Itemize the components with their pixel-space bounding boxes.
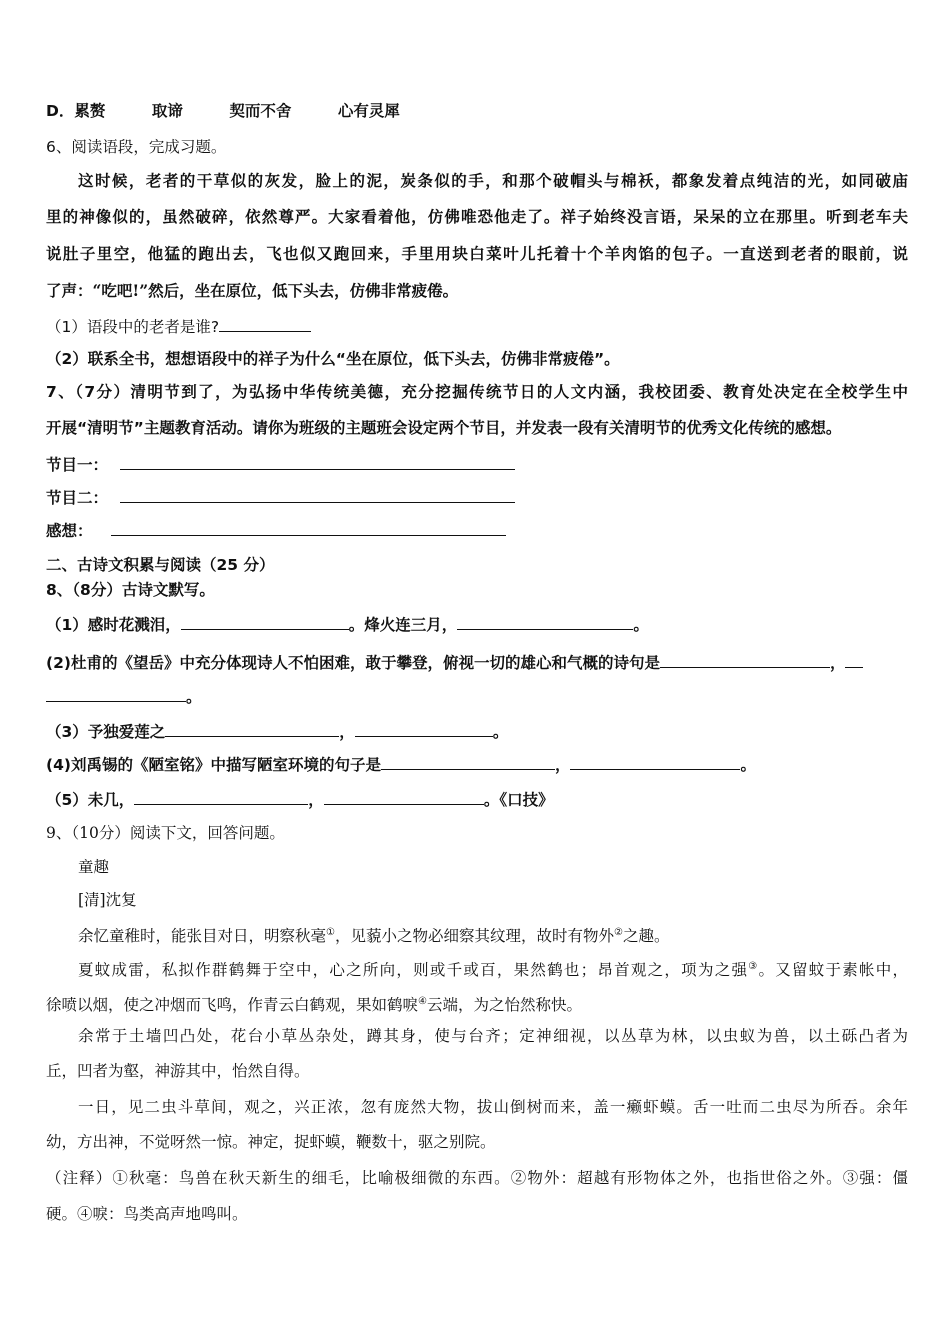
footnote-marker: ① xyxy=(326,927,335,938)
q6-passage-line: 这时候，老者的干草似的灰发，脸上的泥，炭条似的手，和那个破帽头与棉袄，都象发着点纯洁的光，如同破庙 xyxy=(78,171,908,190)
article-paragraph xyxy=(78,957,908,980)
q8-s2-text: (2)杜甫的《望岳》中充分体现诗人不怕困难，敢于攀登，俯视一切的雄心和气概的诗句是 xyxy=(46,654,660,672)
annotation-note: （注释）①秋毫：鸟兽在秋天新生的细毛，比喻极细微的东西。②物外：超越有形物体之外，也指世俗之外。③强：僵 xyxy=(46,1169,908,1187)
q6-passage-line: 里的神像似的，虽然破碎，依然尊严。大家看着他，仿佛唯恐他走了。祥子始终没言语，呆呆的立在那里。听到老车夫 xyxy=(46,207,908,226)
para-text: 之趣。 xyxy=(622,927,670,946)
article-paragraph: 余常于土墙凹凸处，花台小草丛杂处，蹲其身，使与台齐；定神细视，以丛草为林，以虫蚁为兽，以土砾凸者为 xyxy=(78,1027,908,1045)
article-paragraph-cont xyxy=(46,992,908,1015)
answer-blank[interactable] xyxy=(324,789,484,805)
q7-prompt-line: 开展“清明节”主题教育活动。请你为班级的主题班会设定两个节目，并发表一段有关清明节的优秀文化传统的感想。 xyxy=(46,419,842,437)
para-text: 余忆童稚时，能张目对日，明察秋毫 xyxy=(78,927,327,946)
q5-option-d: D．累赘 取谛 契而不舍 心有灵犀 xyxy=(46,102,400,120)
q8-s4-end: 。 xyxy=(740,756,756,774)
section-2-title: 二、古诗文积累与阅读（25 分） xyxy=(46,556,275,574)
footnote-marker: ③ xyxy=(748,961,759,972)
article-paragraph-cont: 幼，方出神，不觉呀然一惊。神定，捉虾蟆，鞭数十，驱之别院。 xyxy=(46,1133,496,1151)
answer-blank[interactable] xyxy=(120,487,515,503)
q8-s5-text: （5）未几， xyxy=(46,791,135,809)
q8-s2-end: 。 xyxy=(186,688,202,706)
q7-thoughts xyxy=(46,520,908,541)
q8-s4-text: (4)刘禹锡的《陋室铭》中描写陋室环境的句子是 xyxy=(46,756,381,774)
q8-s1-end: 。 xyxy=(633,616,649,634)
q6-passage-line: 说肚子里空，他猛的跑出去，飞也似又跑回来，手里用块白菜叶儿托着十个羊肉馅的包子。一直送到老者的眼前，说 xyxy=(46,244,908,263)
q8-s5-end: 。《口技》 xyxy=(483,791,554,809)
article-title: 童趣 xyxy=(78,858,110,876)
answer-blank[interactable] xyxy=(845,652,863,668)
q8-s3-text: （3）予独爱莲之 xyxy=(46,723,166,741)
q6-sub1 xyxy=(46,316,908,337)
q7-item1 xyxy=(46,454,908,475)
answer-blank[interactable] xyxy=(165,721,339,737)
answer-blank[interactable] xyxy=(570,754,740,770)
q7-item1-label: 节目一： xyxy=(46,456,109,474)
q9-title: 9、（10分）阅读下文，回答问题。 xyxy=(46,824,285,842)
footnote-marker: ④ xyxy=(418,996,427,1007)
answer-blank[interactable] xyxy=(181,614,349,630)
q7-thoughts-label: 感想： xyxy=(46,522,93,540)
answer-blank[interactable] xyxy=(355,721,493,737)
annotation-note-cont: 硬。④唳：鸟类高声地鸣叫。 xyxy=(46,1205,248,1223)
q6-passage-line: 了声：“吃吧!”然后，坐在原位，低下头去，仿佛非常疲倦。 xyxy=(46,281,459,300)
q6-sub2: （2）联系全书，想想语段中的祥子为什么“坐在原位，低下头去，仿佛非常疲倦”。 xyxy=(46,350,620,368)
answer-blank[interactable] xyxy=(660,652,830,668)
answer-blank[interactable] xyxy=(46,686,186,702)
article-author: [清]沈复 xyxy=(78,891,137,909)
answer-blank[interactable] xyxy=(134,789,308,805)
q8-title: 8、（8分）古诗文默写。 xyxy=(46,581,215,599)
q8-s1-text: 。烽火连三月， xyxy=(348,616,458,634)
q7-prompt-line: 7、（7分）清明节到了，为弘扬中华传统美德，充分挖掘传统节日的人文内涵，我校团委、教育处决定在全校学生中 xyxy=(46,383,908,401)
q8-s5-comma: ， xyxy=(308,791,324,809)
answer-blank[interactable] xyxy=(219,316,311,332)
article-paragraph-cont: 丘，凹者为壑，神游其中，怡然自得。 xyxy=(46,1062,310,1080)
q8-s3 xyxy=(46,721,908,742)
q6-title: 6、阅读语段，完成习题。 xyxy=(46,138,227,156)
q6-sub1-text: （1）语段中的老者是谁? xyxy=(46,318,220,336)
footnote-marker: ② xyxy=(614,927,623,938)
q8-s3-comma: ， xyxy=(339,723,355,741)
answer-blank[interactable] xyxy=(457,614,633,630)
q8-s2-cont xyxy=(46,686,908,707)
q8-s1-text: （1）感时花溅泪， xyxy=(46,616,181,634)
answer-blank[interactable] xyxy=(111,520,506,536)
q8-s1 xyxy=(46,614,908,635)
q8-s2 xyxy=(46,652,908,673)
answer-blank[interactable] xyxy=(120,454,515,470)
q7-item2 xyxy=(46,487,908,508)
para-text: ，见藐小之物必细察其纹理，故时有物外 xyxy=(334,927,614,946)
q8-s3-end: 。 xyxy=(492,723,509,741)
article-paragraph xyxy=(78,923,908,946)
q8-s4 xyxy=(46,754,908,775)
para-text: 。又留蚊于素帐中， xyxy=(758,961,908,980)
para-text: 夏蚊成雷，私拟作群鹤舞于空中，心之所向，则或千或百，果然鹤也；昂首观之，项为之强 xyxy=(78,961,749,980)
article-paragraph: 一日，见二虫斗草间，观之，兴正浓，忽有庞然大物，拔山倒树而来，盖一癞虾蟆。舌一吐而二虫尽为所吞。余年 xyxy=(78,1098,908,1116)
para-text: 云端，为之怡然称快。 xyxy=(426,996,582,1015)
para-text: 徐喷以烟，使之冲烟而飞鸣，作青云白鹤观，果如鹤唳 xyxy=(46,996,419,1015)
q8-s5 xyxy=(46,789,908,810)
q7-item2-label: 节目二： xyxy=(46,489,109,507)
answer-blank[interactable] xyxy=(381,754,555,770)
q8-s4-comma: ， xyxy=(554,756,571,774)
q8-s2-comma: ， xyxy=(829,654,846,672)
